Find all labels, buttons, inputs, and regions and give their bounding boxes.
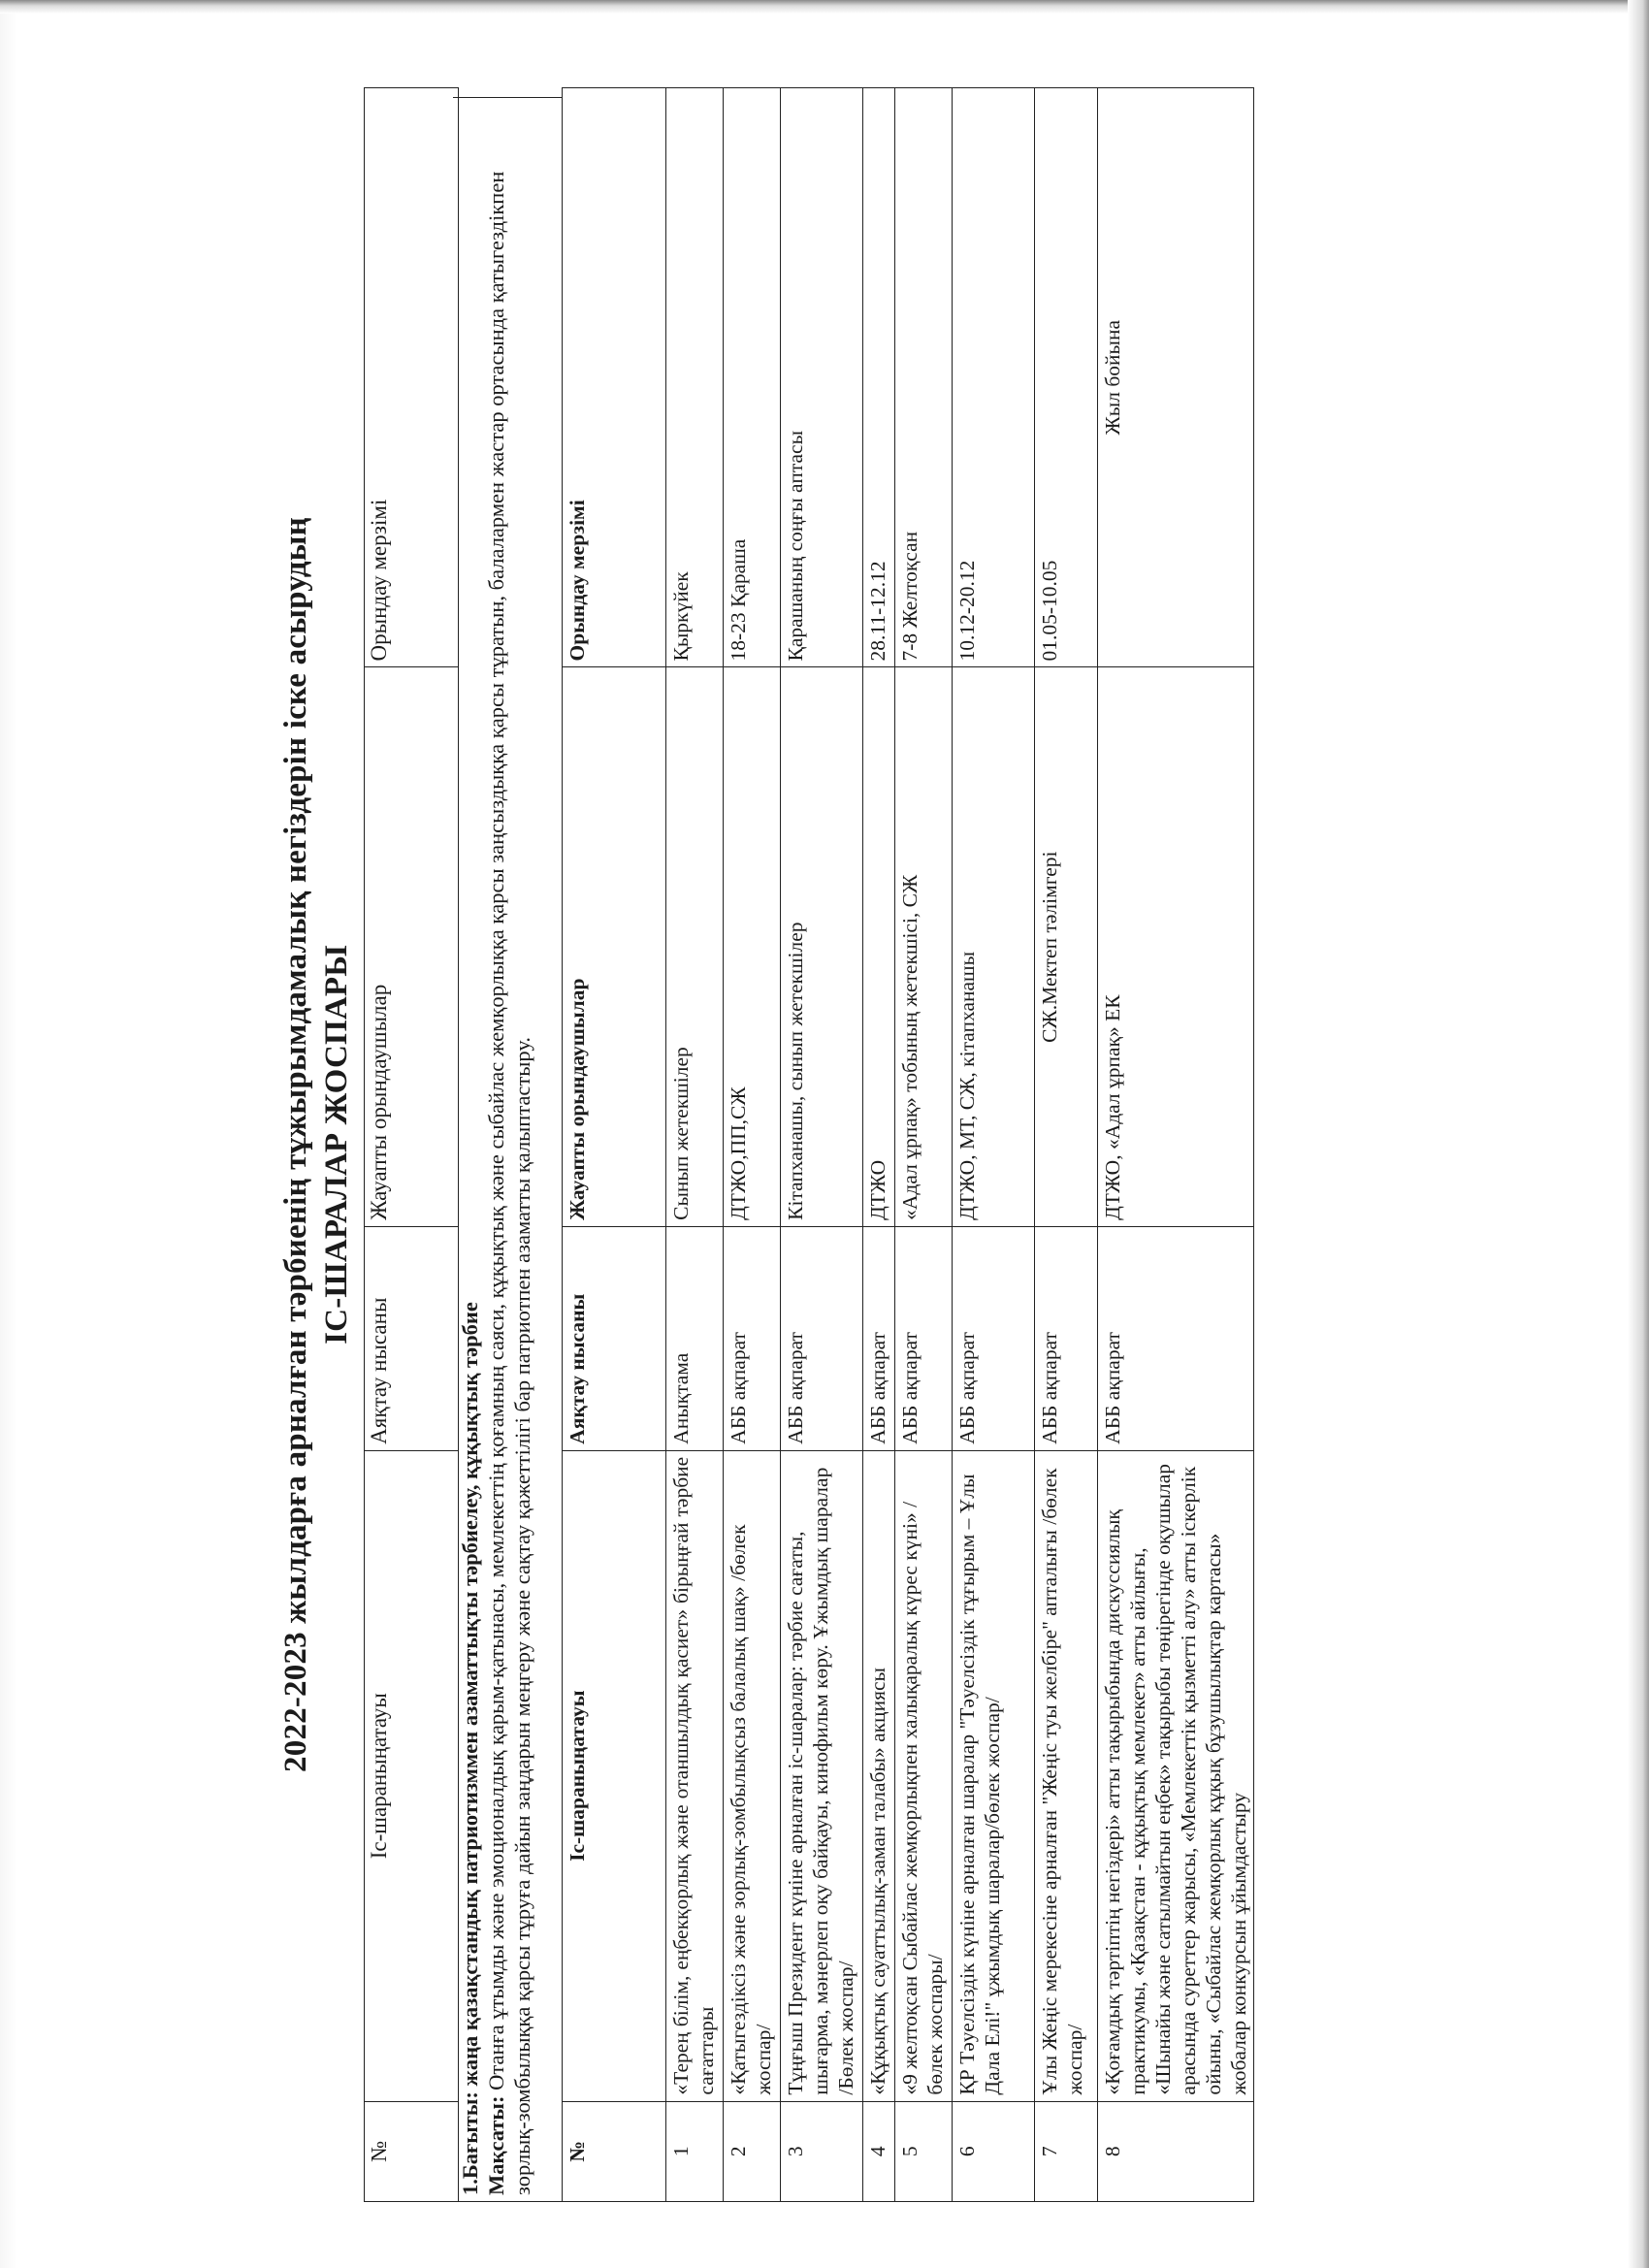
row-no: 8 [1098,2101,1254,2201]
direction-text: жаңа қазақстандық патриотизммен азаматтықты тәрбиелеу, құқықтық тәрбие [458,1302,482,2087]
row-form: АББ ақпарат [895,1226,953,1450]
events-table [562,87,1254,2202]
row-responsible: ДТЖО, МТ, СЖ, кітапханашы [953,667,1035,1226]
row-deadline: 01.05-10.05 [1035,88,1098,667]
scan-top-edge [0,0,1649,14]
subheader-event: Іс-шараныңатауы [563,1450,666,2101]
table-row [863,88,895,2202]
goal-text: Отанға ұтымды және эмоционалдық қарым-қатынасы, мемлекеттің қоғамның саяси, құқықтық және сыбайлас жемқорлыққа қарсы заңсыздыққа қарсы тұратын, балалармен жастар ортасында қатыгездікпен зорлық-зомбылыққа қарсы тұруға дайын заңдарын меңгеру және сақтау қажеттілігі бар патриотпен азаматты қалыптастыру. [484,171,534,2195]
table-row [1035,88,1098,2202]
row-responsible: Сынып жетекшілер [666,667,724,1226]
subheader-deadline: Орындау мерзімі [563,88,666,667]
row-deadline: 7-8 Желтоқсан [895,88,953,667]
row-responsible: ДТЖО, «Адал ұрпақ» ЕК [1098,667,1254,1226]
row-no: 7 [1035,2101,1098,2201]
row-event: «Қоғамдық тәртіптің негіздері» атты тақырыбында дискуссиялық практикумы, «Қазақстан - құқықтық мемлекет» атты айлығы, «Шынайы және сатылмайтын еңбек» тақырыбы төңірегінде оқушылар арасында суреттер жарысы, «Мемлекеттік қызметті алу» атты іскерлік ойыны, «Сыбайлас жемқорлық құқық бұзушылықтар картасы» жобалар конкурсын ұйымдастыру [1098,1450,1254,2101]
row-event: ҚР Тәуелсіздік күніне арналған шаралар "Тәуелсіздік тұғырым – Ұлы Дала Елі!" ұжымдық шаралар/бөлек жоспар/ [953,1450,1035,2101]
row-deadline: Қарашаның соңғы аптасы [781,88,863,667]
header-event: Іс-шараныңатауы [365,1450,459,2101]
goal-label: Мақсаты: [484,2095,508,2195]
row-event: «9 желтоқсан Сыбайлас жемқорлықпен халықаралық күрес күні» /бөлек жоспары/ [895,1450,953,2101]
table-row [1098,88,1254,2202]
table-row [895,88,953,2202]
row-form: АББ ақпарат [781,1226,863,1450]
row-event: Ұлы Жеңіс мерекесіне арналған "Жеңіс туы желбіре" апталығы /бөлек жоспар/ [1035,1450,1098,2101]
row-deadline: Қыркүйек [666,88,724,667]
row-deadline: 18-23 Қараша [724,88,781,667]
row-form: АББ ақпарат [1035,1226,1098,1450]
direction-block [453,97,562,2202]
row-event: «Қатыгездіксіз және зорлық-зомбылықсыз балалық шақ» /бөлек жоспар/ [724,1450,781,2101]
row-form: АББ ақпарат [724,1226,781,1450]
header-table [364,87,459,2202]
table-row [953,88,1035,2202]
subheader-responsible: Жауапты орындаушылар [563,667,666,1226]
row-no: 3 [781,2101,863,2201]
row-form: АББ ақпарат [863,1226,895,1450]
table-row [666,88,724,2202]
header-form: Аяқтау нысаны [365,1226,459,1450]
header-deadline: Орындау мерзімі [365,88,459,667]
row-no: 5 [895,2101,953,2201]
row-form: Анықтама [666,1226,724,1450]
subheader-no: № [563,2101,666,2201]
row-no: 4 [863,2101,895,2201]
direction-label: 1.Бағыты: [458,2091,482,2195]
row-no: 2 [724,2101,781,2201]
row-form: АББ ақпарат [953,1226,1035,1450]
row-event: «Терең білім, еңбекқорлық және отаншылдық қасиет» бірыңғай тәрбие сағаттары [666,1450,724,2101]
row-no: 1 [666,2101,724,2201]
row-deadline: 10.12-20.12 [953,88,1035,667]
row-responsible: «Адал ұрпақ» тобының жетекшісі, СЖ [895,667,953,1226]
rotated-document-page [267,87,1644,2202]
row-event: «Құқықтық сауаттылық-заман талабы» акциясы [863,1450,895,2101]
row-form: АББ ақпарат [1098,1226,1254,1450]
header-responsible: Жауапты орындаушылар [365,667,459,1226]
subheader-form: Аяқтау нысаны [563,1226,666,1450]
row-responsible: ДТЖО,ПП,СЖ [724,667,781,1226]
row-event: Тұңғыш Президент күніне арналған іс-шаралар: тәрбие сағаты, шығарма, мәнерлеп оқу байқауы, кинофильм көру. Ұжымдық шаралар /Бөлек жоспар/ [781,1450,863,2101]
row-deadline: 28.11-12.12 [863,88,895,667]
row-no: 6 [953,2101,1035,2201]
row-responsible: Кітапханашы, сынып жетекшілер [781,667,863,1226]
table-row [781,88,863,2202]
document-subtitle: ІС-ШАРАЛАР ЖОСПАРЫ [319,945,354,1345]
row-deadline: Жыл бойына [1098,88,1254,667]
header-row [365,88,459,2202]
row-responsible: ДТЖО [863,667,895,1226]
subheader-row [563,88,666,2202]
row-responsible: СЖ.Мектеп тәлімгері [1035,667,1098,1226]
table-row [724,88,781,2202]
header-no: № [365,2101,459,2201]
document-title: 2022-2023 жылдарға арналған тәрбиенің тұжырымдамалық негіздерін іске асырудың [278,517,313,1772]
